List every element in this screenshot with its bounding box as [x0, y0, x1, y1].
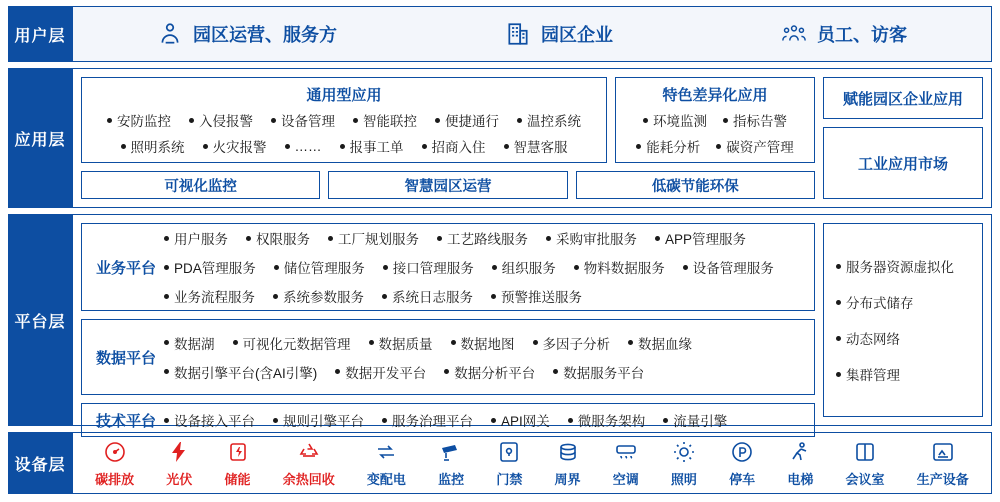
device-item-camera	[438, 439, 464, 488]
people-icon	[781, 21, 807, 47]
data-platform-item: 数据服务平台	[553, 362, 644, 382]
business-service-item: 系统参数服务	[273, 286, 364, 306]
light-icon	[671, 439, 697, 465]
technology-platform-item: 流量引擎	[663, 410, 727, 430]
data-platform-item: 数据湖	[164, 333, 215, 353]
business-platform-items	[164, 228, 808, 306]
data-platform-item: 数据开发平台	[335, 362, 426, 382]
device-item-meeting-room	[846, 439, 885, 488]
general-app-item: ……	[285, 136, 322, 156]
general-app-item: 火灾报警	[203, 136, 267, 156]
application-layer-row	[8, 68, 992, 208]
data-platform-title: 数据平台	[95, 349, 156, 367]
user-layer-body	[72, 6, 992, 62]
device-item-lighting	[671, 439, 697, 488]
infrastructure-box	[823, 223, 983, 417]
platform-left-column	[81, 223, 815, 430]
device-item-heat-recovery-label: 余热回收	[282, 471, 335, 487]
business-platform-box	[81, 223, 815, 311]
application-layer-body	[72, 68, 992, 208]
elevator-icon	[787, 439, 813, 465]
device-item-transformer-label: 变配电	[366, 471, 406, 487]
gauge-icon	[102, 439, 128, 465]
general-app-item: 温控系统	[517, 110, 581, 130]
business-service-item: 用户服务	[164, 228, 228, 248]
technology-platform-item: 微服务架构	[568, 410, 646, 430]
transformer-icon	[373, 439, 399, 465]
user-item-operations-label: 园区运营、服务方	[193, 25, 337, 45]
platform-layer-body	[72, 214, 992, 430]
technology-platform-item: 服务治理平台	[382, 410, 473, 430]
sub-box-park-operations: 智慧园区运营	[328, 171, 567, 199]
device-item-perimeter	[555, 439, 581, 488]
general-app-item: 便捷通行	[435, 110, 499, 130]
general-app-item: 入侵报警	[189, 110, 253, 130]
device-item-access-control	[496, 439, 522, 488]
technology-platform-title: 技术平台	[95, 412, 156, 430]
ac-icon	[613, 439, 639, 465]
camera-icon	[438, 439, 464, 465]
general-app-item: 智能联控	[353, 110, 417, 130]
battery-icon	[225, 439, 251, 465]
data-platform-item: 数据地图	[451, 333, 515, 353]
user-item-staff	[781, 21, 907, 47]
data-platform-box	[81, 319, 815, 395]
user-item-enterprise-label: 园区企业	[541, 25, 613, 45]
application-sub-boxes	[81, 171, 815, 199]
device-item-production	[917, 439, 969, 488]
parking-icon	[729, 439, 755, 465]
factory-icon	[930, 439, 956, 465]
special-app-item: 环境监测	[643, 110, 707, 130]
data-platform-item: 数据质量	[369, 333, 433, 353]
business-service-item: 业务流程服务	[164, 286, 255, 306]
enable-enterprise-app-box: 赋能园区企业应用	[823, 77, 983, 119]
general-applications-items	[86, 110, 602, 156]
business-service-item: 工艺路线服务	[437, 228, 528, 248]
user-layer-label: 用户层	[8, 6, 72, 62]
platform-layer-row	[8, 214, 992, 430]
business-service-item: 系统日志服务	[382, 286, 473, 306]
device-layer-body	[72, 432, 992, 494]
platform-layer-label: 平台层	[8, 214, 72, 426]
infrastructure-item: 动态网络	[836, 328, 970, 348]
special-app-item: 指标告警	[723, 110, 787, 130]
technology-platform-item: API网关	[491, 410, 550, 430]
business-service-item: 预警推送服务	[491, 286, 582, 306]
device-item-parking	[729, 439, 755, 488]
data-platform-items	[164, 333, 808, 382]
technology-platform-item: 规则引擎平台	[273, 410, 364, 430]
application-right-column	[823, 77, 983, 199]
business-service-item: 接口管理服务	[383, 257, 474, 277]
device-item-pv	[166, 439, 192, 488]
general-applications-title: 通用型应用	[306, 87, 382, 104]
device-item-perimeter-label: 周界	[554, 471, 581, 487]
device-layer-label: 设备层	[8, 432, 72, 494]
general-app-item: 智慧客服	[504, 136, 568, 156]
special-applications-items	[620, 110, 810, 156]
business-service-item: 采购审批服务	[546, 228, 637, 248]
building-icon	[505, 21, 531, 47]
technology-platform-items	[164, 410, 808, 430]
device-item-hvac	[613, 439, 639, 488]
device-item-camera-label: 监控	[438, 471, 465, 487]
business-service-item: APP管理服务	[655, 228, 746, 248]
device-item-access-control-label: 门禁	[496, 471, 523, 487]
general-app-item: 安防监控	[107, 110, 171, 130]
device-item-elevator-label: 电梯	[787, 471, 814, 487]
special-applications-title: 特色差异化应用	[662, 87, 768, 104]
device-item-elevator	[787, 439, 813, 488]
architecture-diagram	[0, 6, 1000, 502]
device-item-heat-recovery	[283, 439, 335, 488]
device-item-production-label: 生产设备	[916, 471, 969, 487]
application-top-boxes	[81, 77, 815, 163]
infrastructure-item: 分布式储存	[836, 292, 970, 312]
special-applications-box	[615, 77, 815, 163]
infrastructure-item: 集群管理	[836, 364, 970, 384]
device-item-pv-label: 光伏	[166, 471, 193, 487]
device-item-carbon-label: 碳排放	[95, 471, 135, 487]
user-item-enterprise	[505, 21, 613, 47]
data-platform-item: 可视化元数据管理	[233, 333, 351, 353]
general-app-item: 报事工单	[340, 136, 404, 156]
business-service-item: 权限服务	[246, 228, 310, 248]
application-layer-label: 应用层	[8, 68, 72, 208]
user-layer-row	[8, 6, 992, 62]
general-app-item: 照明系统	[121, 136, 185, 156]
business-platform-title: 业务平台	[95, 259, 156, 277]
business-service-item: PDA管理服务	[164, 257, 256, 277]
recycle-icon	[296, 439, 322, 465]
device-item-parking-label: 停车	[729, 471, 756, 487]
device-item-storage-label: 储能	[224, 471, 251, 487]
meeting-icon	[852, 439, 878, 465]
sub-box-visual-monitoring: 可视化监控	[81, 171, 320, 199]
device-layer-row	[8, 432, 992, 494]
infrastructure-item: 服务器资源虚拟化	[836, 256, 970, 276]
user-item-operations	[157, 21, 337, 47]
user-item-staff-label: 员工、访客	[817, 25, 907, 45]
device-item-lighting-label: 照明	[670, 471, 697, 487]
device-item-hvac-label: 空调	[612, 471, 639, 487]
general-applications-box	[81, 77, 607, 163]
device-item-transformer	[367, 439, 406, 488]
data-platform-item: 数据引擎平台(含AI引擎)	[164, 362, 317, 382]
industrial-app-market-box: 工业应用市场	[823, 127, 983, 199]
business-service-item: 储位管理服务	[274, 257, 365, 277]
data-platform-item: 多因子分析	[533, 333, 611, 353]
general-app-item: 设备管理	[271, 110, 335, 130]
device-item-meeting-room-label: 会议室	[845, 471, 885, 487]
special-app-item: 能耗分析	[636, 136, 700, 156]
data-platform-item: 数据血缘	[628, 333, 692, 353]
business-service-item: 物料数据服务	[574, 257, 665, 277]
application-left-column	[81, 77, 815, 199]
business-service-item: 组织服务	[492, 257, 556, 277]
data-platform-item: 数据分析平台	[444, 362, 535, 382]
bolt-icon	[166, 439, 192, 465]
special-app-item: 碳资产管理	[716, 136, 794, 156]
general-app-item: 招商入住	[422, 136, 486, 156]
business-service-item: 设备管理服务	[683, 257, 774, 277]
device-item-carbon	[95, 439, 134, 488]
sub-box-low-carbon: 低碳节能环保	[576, 171, 815, 199]
business-service-item: 工厂规划服务	[328, 228, 419, 248]
fence-icon	[555, 439, 581, 465]
operations-icon	[157, 21, 183, 47]
technology-platform-item: 设备接入平台	[164, 410, 255, 430]
device-item-storage	[225, 439, 251, 488]
lock-icon	[496, 439, 522, 465]
